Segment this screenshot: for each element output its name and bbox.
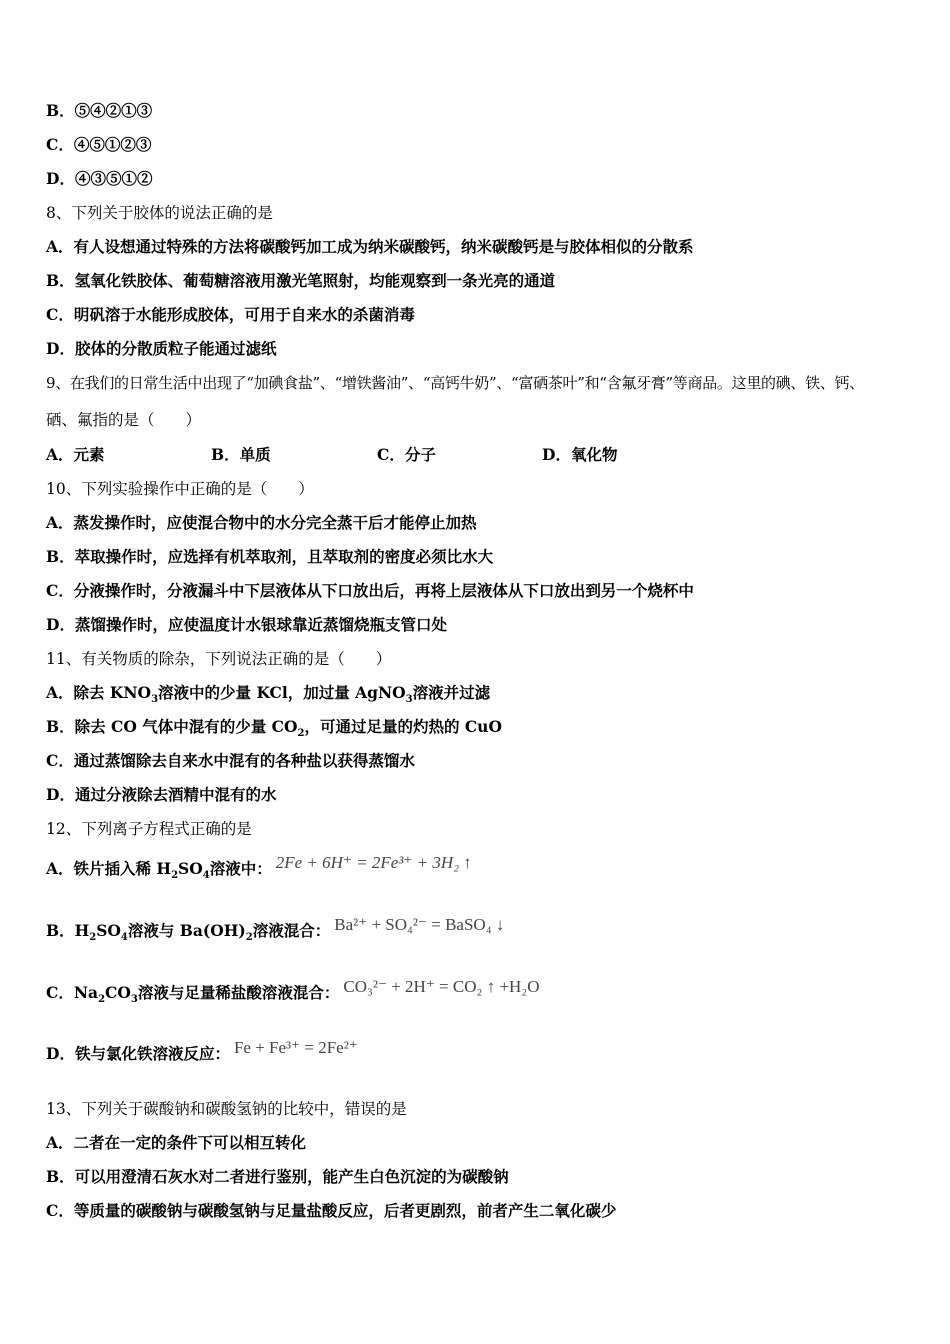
q13-option-b: B．可以用澄清石灰水对二者进行鉴别，能产生白色沉淀的为碳酸钠 — [46, 1167, 509, 1186]
q11-stem: 11、有关物质的除杂，下列说法正确的是（ ） — [46, 650, 392, 668]
q9-stem-line2: 硒、氟指的是（ ） — [46, 411, 202, 429]
q12-option-c: C．$Na_2CO_3$溶液与足量稀盐酸溶液混合： CO₃²⁻ + 2H⁺ = CO₂ ↑ +H₂O — [46, 977, 540, 1006]
q12-option-b: B．$H_2SO_4$溶液与 $Ba(OH)_2$溶液混合： Ba²⁺ + SO₄²⁻ = BaSO₄ ↓ — [46, 915, 505, 944]
q10-option-a: A．蒸发操作时，应使混合物中的水分完全蒸干后才能停止加热 — [46, 513, 477, 532]
q9-options-row — [46, 444, 906, 466]
q9-option-b: B．单质 — [211, 445, 271, 464]
q9-option-a: A．元素 — [46, 445, 105, 464]
q9-option-c: C．分子 — [377, 445, 436, 464]
q9-option-d: D．氧化物 — [542, 445, 618, 464]
q12-option-a: A．铁片插入稀 $H_2SO_4$溶液中： 2Fe + 6H⁺ = 2Fe³⁺ + 3H₂ ↑ — [46, 853, 472, 882]
q8-option-c: C．明矾溶于水能形成胶体，可用于自来水的杀菌消毒 — [46, 305, 415, 324]
q12-stem: 12、下列离子方程式正确的是 — [46, 820, 252, 838]
q10-option-c: C．分液操作时，分液漏斗中下层液体从下口放出后，再将上层液体从下口放出到另一个烧杯中 — [46, 581, 694, 600]
q11-option-d: D．通过分液除去酒精中混有的水 — [46, 785, 277, 804]
q13-stem: 13、下列关于碳酸钠和碳酸氢钠的比较中，错误的是 — [46, 1100, 407, 1118]
q8-option-d: D．胶体的分散质粒子能通过滤纸 — [46, 339, 277, 358]
q7-option-b: B．⑤④②①③ — [46, 101, 153, 120]
q12-b-equation: Ba²⁺ + SO₄²⁻ = BaSO₄ ↓ — [334, 915, 505, 934]
q11-option-c: C．通过蒸馏除去自来水中混有的各种盐以获得蒸馏水 — [46, 751, 415, 770]
q8-option-a: A．有人设想通过特殊的方法将碳酸钙加工成为纳米碳酸钙，纳米碳酸钙是与胶体相似的分散系 — [46, 237, 694, 256]
q8-stem: 8、下列关于胶体的说法正确的是 — [46, 204, 273, 222]
q12-option-d: D．铁与氯化铁溶液反应： Fe + Fe³⁺ = 2Fe²⁺ — [46, 1038, 358, 1063]
q10-stem: 10、下列实验操作中正确的是（ ） — [46, 480, 314, 498]
q12-c-equation: CO₃²⁻ + 2H⁺ = CO₂ ↑ +H₂O — [343, 977, 540, 996]
q7-option-d: D．④③⑤①② — [46, 169, 153, 188]
q12-d-equation: Fe + Fe³⁺ = 2Fe²⁺ — [233, 1038, 358, 1057]
q13-option-c: C．等质量的碳酸钠与碳酸氢钠与足量盐酸反应，后者更剧烈，前者产生二氧化碳少 — [46, 1201, 617, 1220]
q7-option-c: C．④⑤①②③ — [46, 135, 152, 154]
q12-a-equation: 2Fe + 6H⁺ = 2Fe³⁺ + 3H₂ ↑ — [275, 853, 472, 872]
q9-stem-line1: 9、在我们的日常生活中出现了“加碘食盐”、“增铁酱油”、“高钙牛奶”、“富硒茶叶”和“含氟牙膏”等商品。这里的碘、铁、钙、 — [46, 374, 864, 392]
q10-option-d: D．蒸馏操作时，应使温度计水银球靠近蒸馏烧瓶支管口处 — [46, 615, 447, 634]
q11-option-b: B．除去 CO 气体中混有的少量 $CO_2$，可通过足量的灼热的 CuO — [46, 717, 502, 740]
q10-option-b: B．萃取操作时，应选择有机萃取剂，且萃取剂的密度必须比水大 — [46, 547, 494, 566]
q13-option-a: A．二者在一定的条件下可以相互转化 — [46, 1133, 307, 1152]
q11-option-a: A．除去 $KNO_3$溶液中的少量 KCl，加过量 AgNO$_3$溶液并过滤 — [46, 683, 491, 706]
q8-option-b: B．氢氧化铁胶体、葡萄糖溶液用激光笔照射，均能观察到一条光亮的通道 — [46, 271, 556, 290]
